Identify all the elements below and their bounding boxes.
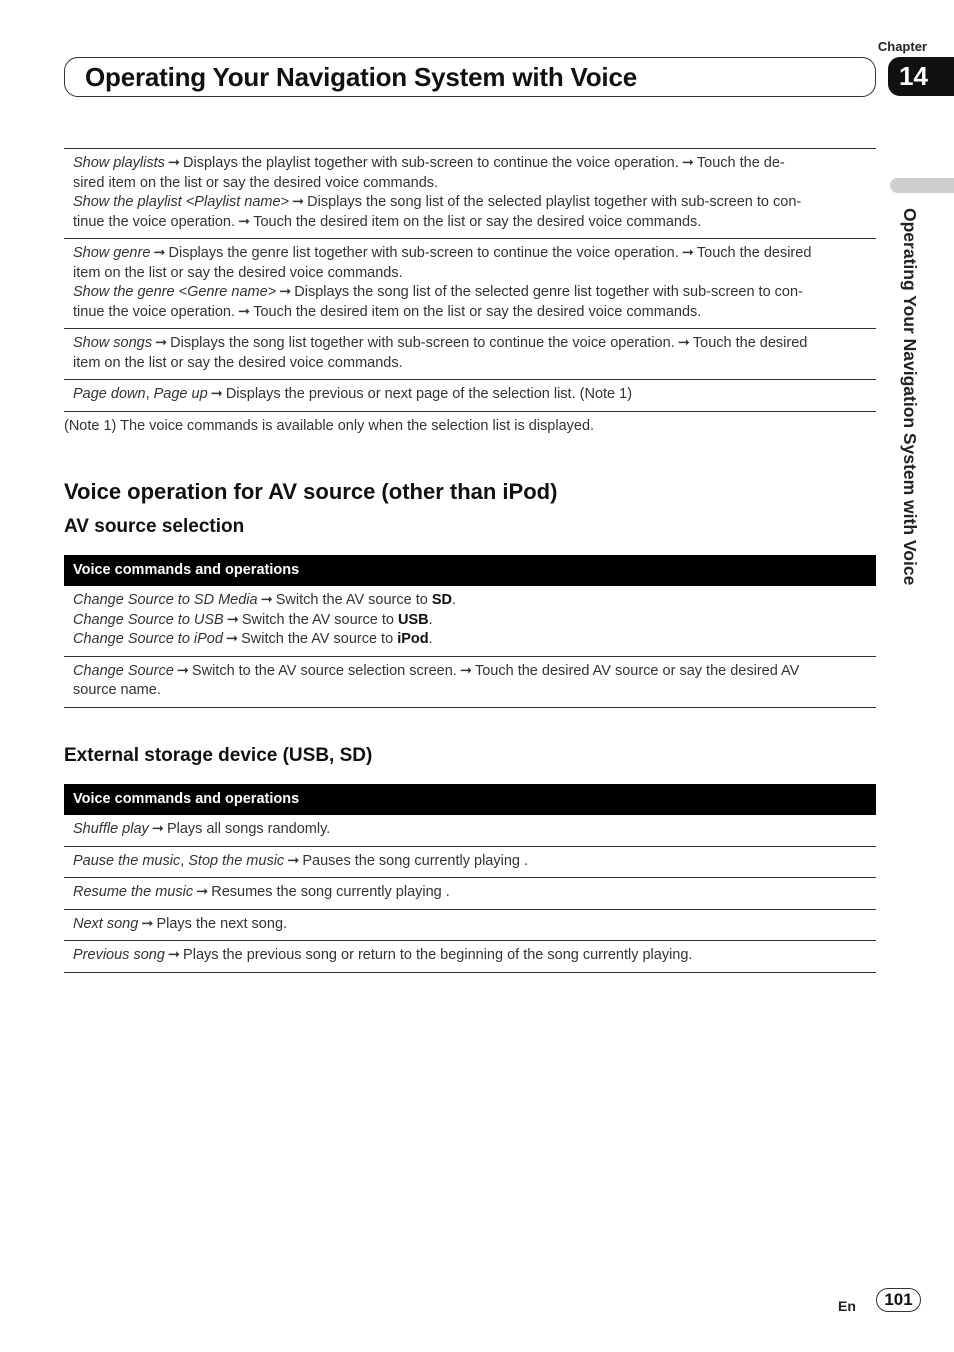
av-table-body: [64, 586, 876, 708]
section-title: Voice operation for AV source (other than iPod): [64, 479, 558, 504]
operation-text: sired item on the list or say the desired voice commands.: [73, 174, 439, 191]
av-selection-table: [64, 555, 876, 708]
voice-command: Show songs: [73, 335, 152, 351]
operation-text: item on the list or say the desired voice commands.: [73, 354, 403, 371]
table-row: [64, 657, 876, 708]
source-name: SD: [431, 592, 452, 608]
arrow-icon: ➞: [238, 303, 251, 320]
operation-text: tinue the voice operation.: [73, 303, 236, 320]
arrow-icon: ➞: [681, 245, 694, 261]
voice-command: Change Source: [73, 662, 174, 679]
side-tab: [890, 178, 954, 193]
operation-text: Plays the previous song or return to the beginning of the song currently playing.: [183, 947, 693, 963]
arrow-icon: ➞: [279, 284, 292, 300]
row-line: [73, 820, 867, 840]
voice-command: Shuffle play: [73, 821, 149, 837]
operation-text: Pauses the song currently playing .: [302, 852, 529, 869]
operation-text: Displays the song list of the selected genre list together with sub-screen to con-: [294, 284, 803, 300]
operation-text: Displays the song list together with sub-screen to continue the voice operation.: [170, 335, 675, 351]
arrow-icon: ➞: [155, 335, 168, 351]
top-commands-table: [64, 148, 876, 412]
row-line: [73, 883, 867, 903]
operation-text: ,: [145, 386, 154, 402]
row-line: [73, 591, 867, 611]
operation-text: Touch the desired: [692, 335, 808, 351]
source-name: USB: [397, 611, 429, 628]
table-row: [64, 586, 876, 657]
row-line: [73, 354, 867, 374]
voice-command: Previous song: [73, 947, 165, 963]
operation-text: .: [428, 631, 433, 647]
arrow-icon: ➞: [238, 213, 251, 230]
row-line: [73, 154, 867, 174]
operation-text: Touch the desired item on the list or say the desired voice commands.: [253, 303, 702, 320]
operation-text: Plays all songs randomly.: [166, 821, 331, 837]
operation-text: Displays the song list of the selected playlist together with sub-screen to con-: [307, 194, 802, 210]
external-storage-title: External storage device (USB, SD): [64, 745, 373, 766]
operation-text: Displays the playlist together with sub-screen to continue the voice operation.: [183, 155, 679, 171]
row-line: [73, 264, 867, 284]
arrow-icon: ➞: [677, 335, 690, 351]
ext-table-header: Voice commands and operations: [64, 784, 876, 815]
table-row: [64, 380, 876, 412]
arrow-icon: ➞: [260, 592, 273, 608]
operation-text: Plays the next song.: [156, 915, 288, 932]
operation-text: ,: [180, 852, 189, 869]
table-row: [64, 239, 876, 329]
operation-text: Switch the AV source to: [275, 592, 432, 608]
table-row: [64, 941, 876, 973]
voice-command: Pause the music: [73, 852, 181, 869]
operation-text: Touch the de-: [696, 155, 785, 171]
voice-command: Page up: [153, 386, 208, 402]
operation-text: Displays the previous or next page of the selection list. (Note 1): [225, 386, 633, 402]
source-name: iPod: [397, 631, 429, 647]
arrow-icon: ➞: [225, 631, 239, 647]
row-line: [73, 852, 867, 872]
voice-command: Next song: [73, 915, 139, 932]
arrow-icon: ➞: [459, 662, 472, 679]
arrow-icon: ➞: [167, 947, 181, 963]
arrow-icon: ➞: [287, 852, 300, 869]
av-table-header: Voice commands and operations: [64, 555, 876, 586]
operation-text: Touch the desired: [696, 245, 812, 261]
table-row: [64, 910, 876, 942]
voice-command: Stop the music: [188, 852, 285, 869]
row-line: [73, 630, 867, 650]
row-line: [73, 334, 867, 354]
row-line: [73, 174, 867, 194]
page-title: Operating Your Navigation System with Voice: [85, 61, 637, 92]
table-row: [64, 815, 876, 847]
operation-text: Switch the AV source to: [241, 631, 398, 647]
operation-text: tinue the voice operation.: [73, 213, 236, 230]
operation-text: .: [428, 611, 433, 628]
operation-text: .: [451, 592, 457, 608]
ext-table-body: [64, 815, 876, 973]
row-line: [73, 946, 867, 966]
table-row: [64, 847, 876, 879]
voice-command: Show the playlist <Playlist name>: [73, 194, 289, 210]
external-storage-table: [64, 784, 876, 973]
arrow-icon: ➞: [292, 194, 305, 210]
arrow-icon: ➞: [681, 155, 694, 171]
row-line: [73, 915, 867, 935]
title-box: [64, 57, 876, 97]
row-line: [73, 303, 867, 323]
arrow-icon: ➞: [196, 884, 209, 900]
voice-command: Change Source to SD Media: [73, 592, 258, 608]
table-row: [64, 329, 876, 380]
voice-command: Change Source to USB: [73, 611, 224, 628]
operation-text: Displays the genre list together with sub-screen to continue the voice operation.: [168, 245, 679, 261]
operation-text: Switch the AV source to: [241, 611, 398, 628]
operation-text: item on the list or say the desired voice commands.: [73, 264, 403, 281]
operation-text: Touch the desired item on the list or say the desired voice commands.: [253, 213, 702, 230]
voice-command: Show genre: [73, 245, 151, 261]
row-line: [73, 244, 867, 264]
row-line: [73, 213, 867, 233]
arrow-icon: ➞: [167, 155, 181, 171]
top-note: (Note 1) The voice commands is available only when the selection list is displayed.: [64, 418, 595, 434]
row-line: [73, 681, 867, 701]
table-row: [64, 878, 876, 910]
page-number: 101: [876, 1288, 921, 1312]
av-selection-title: AV source selection: [64, 516, 245, 537]
arrow-icon: ➞: [176, 662, 189, 679]
arrow-icon: ➞: [141, 915, 154, 932]
operation-text: Resumes the song currently playing .: [211, 884, 450, 900]
operation-text: Switch to the AV source selection screen.: [191, 662, 457, 679]
row-line: [73, 193, 867, 213]
voice-command: Show playlists: [73, 155, 165, 171]
row-line: [73, 662, 867, 682]
operation-text: source name.: [73, 682, 161, 698]
arrow-icon: ➞: [226, 611, 239, 628]
table-row: [64, 149, 876, 239]
arrow-icon: ➞: [151, 821, 164, 837]
row-line: [73, 283, 867, 303]
operation-text: Touch the desired AV source or say the desired AV: [474, 662, 800, 679]
row-line: [73, 611, 867, 631]
chapter-number: 14: [888, 57, 954, 96]
arrow-icon: ➞: [210, 386, 223, 402]
voice-command: Resume the music: [73, 884, 194, 900]
side-chapter-title: Operating Your Navigation System with Voice: [900, 208, 920, 586]
row-line: [73, 385, 867, 405]
voice-command: Change Source to iPod: [73, 631, 223, 647]
arrow-icon: ➞: [153, 245, 166, 261]
voice-command: Show the genre <Genre name>: [73, 284, 277, 300]
voice-command: Page down: [73, 386, 146, 402]
footer-language: En: [838, 1298, 856, 1314]
chapter-label: Chapter: [877, 39, 927, 54]
